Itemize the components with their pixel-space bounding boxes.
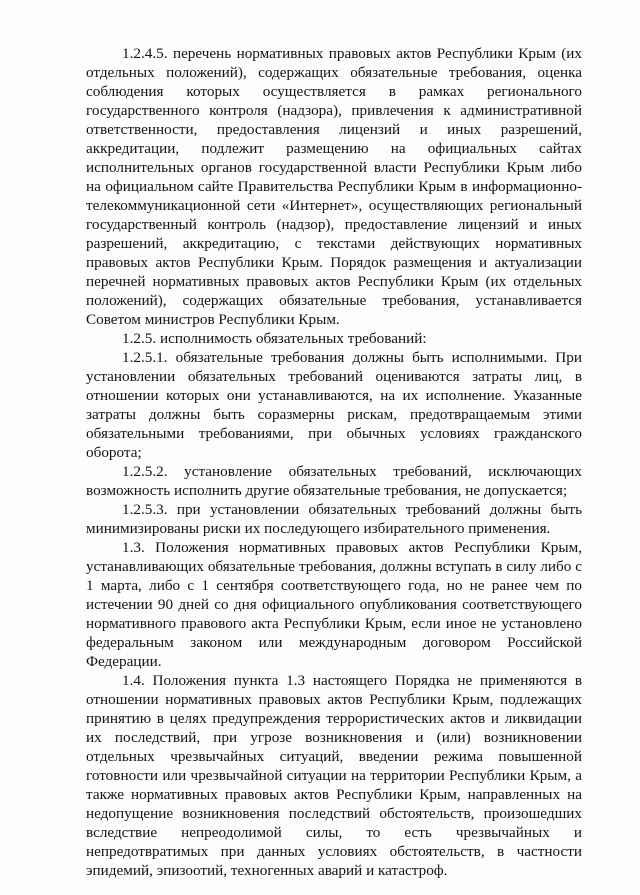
paragraph-1-2-5-1: 1.2.5.1. обязательные требования должны быть исполнимыми. При установлении обязательных требований оцениваются затраты лиц, в отношении которых они устанавливаются, на их исполнение. Указанные затраты должны быть соразмерны рискам, предотвращаемым этими обязательными требованиями, при обычных условиях гражданского оборота; — [86, 349, 582, 461]
paragraph-1-3: 1.3. Положения нормативных правовых актов Республики Крым, устанавливающих обязательные требования, должны вступать в силу либо с 1 марта, либо с 1 сентября соответствующего года, но не ранее чем по истечении 90 дней со дня официального опубликования соответствующего нормативного правового акта Республики Крым, если иное не установлено федеральным законом или международным договором Российской Федерации. — [86, 539, 582, 670]
paragraph-1-2-5-3: 1.2.5.3. при установлении обязательных требований должны быть минимизированы риски их последующего избирательного применения. — [86, 501, 582, 537]
paragraph-1-2-5: 1.2.5. исполнимость обязательных требований: — [122, 330, 427, 347]
paragraph-1-2-4-5: 1.2.4.5. перечень нормативных правовых актов Республики Крым (их отдельных положений), содержащих обязательные требования, оценка соблюдения которых осуществляется в рамках регионального государственного контроля (надзора), привлечения к административной ответственности, предоставления лицензий и иных разрешений, аккредитации, подлежит размещению на официальных сайтах исполнительных органов государственной власти Республики Крым либо на официальном сайте Правительства Республики Крым в информационно-телекоммуникационной сети «Интернет», осуществляющих региональный государственный контроль (надзор), предоставление лицензий и иных разрешений, аккредитацию, с текстами действующих нормативных правовых актов Республики Крым. Порядок размещения и актуализации перечней нормативных правовых актов Республики Крым (их отдельных положений), содержащих обязательные требования, устанавливается Советом министров Республики Крым. — [86, 45, 582, 328]
paragraph-1-2-5-2: 1.2.5.2. установление обязательных требований, исключающих возможность исполнить другие обязательные требования, не допускается; — [86, 463, 582, 499]
paragraph-1-4: 1.4. Положения пункта 1.3 настоящего Порядка не применяются в отношении нормативных правовых актов Республики Крым, подлежащих принятию в целях предупреждения террористических актов и ликвидации их последствий, при угрозе возникновения и (или) возникновении отдельных чрезвычайных ситуаций, введении режима повышенной готовности или чрезвычайной ситуации на территории Республики Крым, а также нормативных правовых актов Республики Крым, направленных на недопущение возникновения последствий обстоятельств, произошедших вследствие непреодолимой силы, то есть чрезвычайных и непредотвратимых при данных условиях обстоятельств, в частности эпидемий, эпизоотий, техногенных аварий и катастроф. — [86, 672, 582, 879]
